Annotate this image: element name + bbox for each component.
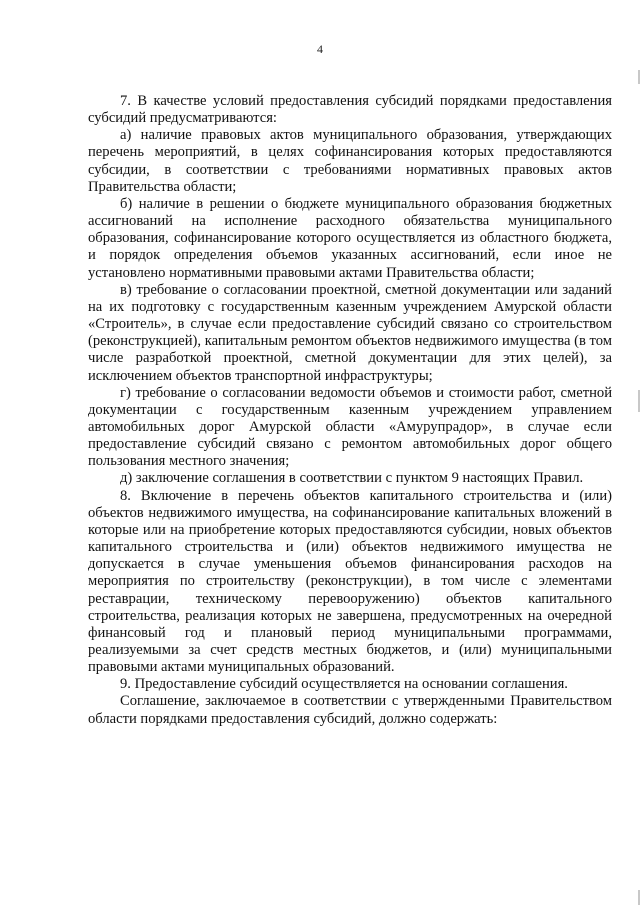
paragraph-9: 9. Предоставление субсидий осуществляется на основании соглашения. xyxy=(120,676,568,693)
paragraph-agreement: Соглашение, заключаемое в соответствии с утвержденными Правительством области порядками предоставления субсидий, должно содержать: xyxy=(88,693,612,727)
paragraph-7b: б) наличие в решении о бюджете муниципального образования бюджетных ассигнований на исполнение расходного обязательства муниципального образования, софинансирование которого осуществляется из областного бюджета, и порядок определения объемов указанных ассигнований, если иное не установлено нормативными правовыми актами Правительства области; xyxy=(88,195,612,281)
document-body xyxy=(88,93,612,728)
paragraph-7-intro: 7. В качестве условий предоставления субсидий порядками предоставления субсидий предусматриваются: xyxy=(88,93,612,127)
paragraph-7g: г) требование о согласовании ведомости объемов и стоимости работ, сметной документации с государственным казенным учреждением управлением автомобильных дорог Амурской области «Амурупрадор», в случае если предоставление субсидий связано с ремонтом автомобильных дорог общего пользования местного значения; xyxy=(88,384,612,470)
paragraph-7d: д) заключение соглашения в соответствии с пунктом 9 настоящих Правил. xyxy=(120,470,584,487)
page-number: 4 xyxy=(317,42,323,56)
paragraph-7v: в) требование о согласовании проектной, сметной документации или заданий на их подготовку с государственным казенным учреждением Амурской области «Строитель», в случае если предоставление субсидий связано со строительством (реконструкцией), капитальным ремонтом объектов недвижимого имущества (в том числе разработкой проектной, сметной документации для этих целей), за исключением объектов транспортной инфраструктуры; xyxy=(88,281,612,384)
paragraph-8: 8. Включение в перечень объектов капитального строительства и (или) объектов недвижимого имущества, на софинансирование капитальных вложений в которые или на приобретение которых предоставляются субсидии, новых объектов капитального строительства и (или) объектов недвижимого имущества не допускается в случае уменьшения объемов финансирования расходов на мероприятия по строительству (реконструкции), в том числе с элементами реставрации, техническому перевооружению) объектов капитального строительства, реализация которых не завершена, предусмотренных на очередной финансовый год и плановый период муниципальными программами, реализуемыми за счет средств местных бюджетов, и (или) муниципальными правовыми актами муниципальных образований. xyxy=(88,487,612,676)
paragraph-7a: а) наличие правовых актов муниципального образования, утверждающих перечень мероприятий, в целях софинансирования которых предоставляются субсидии, в соответствии с требованиями нормативных правовых актов Правительства области; xyxy=(88,127,612,195)
